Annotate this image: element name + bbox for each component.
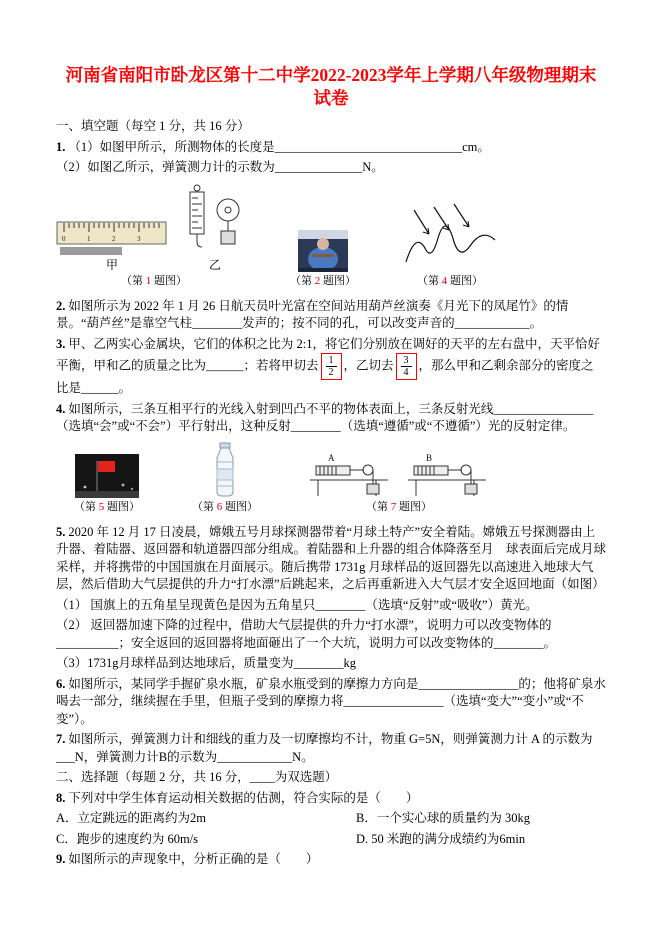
question-3-text-2: ，乙切去: [343, 358, 394, 373]
question-4: [56, 401, 606, 436]
question-8-option-a: A．立定跳远的距离约为2m: [56, 811, 207, 826]
question-9: [56, 851, 606, 869]
question-1-line-2: [56, 159, 606, 177]
figure-6-number: 6: [216, 500, 223, 513]
question-8-options-row-2: [56, 831, 606, 849]
ruler-illustration: [56, 221, 168, 257]
ruler-tick-0: 0: [62, 234, 66, 243]
bottle-figure: [192, 442, 258, 514]
spring-scale-illustration: [178, 183, 252, 257]
question-8-options-row-1: [56, 810, 606, 828]
question-2-number: 2.: [56, 298, 66, 313]
question-3-text-1: 甲、乙两实心金属块，它们的体积之比为 2:1，将它们分别放在调好的天平的左右盘中，天平恰好平衡，甲和乙的质量之比为______；若将甲切去: [56, 336, 600, 373]
question-7-number: 7.: [56, 732, 66, 747]
figure-7-number: 7: [390, 500, 397, 513]
ruler-tick-1: 1: [87, 234, 91, 243]
ruler-tick-3: 3: [137, 234, 141, 243]
figure-5-label: （第 5 题图）: [74, 500, 140, 513]
figure-1-label: （第 1 题图）: [121, 274, 187, 287]
question-1-text-2: （2）如图乙所示，弹簧测力计的示数为______________N。: [56, 160, 384, 175]
question-8-option-d: D. 50 米跑的满分成绩约为6min: [356, 831, 526, 846]
question-5-sub-2: （2） 返回器加速下降的过程中，借助大气层提供的升力“打水漂”，说明力可以改变物体的__________；安全返回的返回器将地面砸出了一个大坑，说明力可以改变物体的________。: [56, 618, 557, 650]
spring-scale-pulley-illustration: [306, 444, 492, 498]
question-8-number: 8.: [56, 790, 66, 805]
spring-scale-pulley-figure: [306, 444, 492, 514]
question-7: [56, 731, 606, 766]
figure-1-number: 1: [145, 274, 152, 287]
question-6-number: 6.: [56, 676, 66, 691]
question-9-number: 9.: [56, 852, 66, 867]
question-2: [56, 298, 606, 333]
figure-2-number: 2: [314, 274, 321, 287]
scale-b-letter: B: [426, 452, 433, 463]
figure-2-label: （第 2 题图）: [290, 274, 356, 287]
scale-a-letter: A: [328, 452, 335, 463]
question-4-text: 如图所示，三条互相平行的光线入射到凹凸不平的物体表面上，三条反射光线________________（选填“会”或“不会”）平行射出，这种反射________（选填“遵循”或“不遵循”）光的反射定律。: [56, 401, 594, 434]
question-8-option-b: B．一个实心球的质量约为 30kg: [356, 811, 530, 826]
figure-6-label: （第 6 题图）: [192, 500, 258, 513]
fraction-one-half: $\frac{1}{2}$: [321, 353, 342, 380]
page-title: [56, 64, 606, 110]
astronaut-photo-figure: [290, 230, 356, 288]
spring-scale-figure: [178, 183, 252, 272]
question-8-option-c: C．跑步的速度约为 60m/s: [56, 831, 199, 846]
fraction-three-quarters: $\frac{3}{4}$: [396, 353, 417, 380]
figure-1-group: [56, 183, 252, 288]
question-1-text-1: （1）如图甲所示，所测物体的长度是______________________________cm。: [68, 139, 490, 154]
question-3-number: 3.: [56, 336, 66, 351]
astronaut-photo: [298, 230, 348, 272]
figure-7-label: （第 7 题图）: [366, 500, 432, 513]
flag-photo: [75, 454, 139, 498]
question-8: [56, 790, 606, 808]
question-5-sub-1: （1） 国旗上的五角星呈现黄色是因为五角星只________（选填“反射”或“吸收”）黄光。: [56, 597, 538, 612]
question-8-text: 下列对中学生体育运动相关数据的估测，符合实际的是（ ）: [68, 790, 419, 805]
question-6-text: 如图所示，某同学手握矿泉水瓶，矿泉水瓶受到的摩擦力方向是________________的；他将矿泉水喝去一部分，继续握在手里，但瓶子受到的摩擦力将________________（选填“变大”“变小”或“不变”）。: [56, 676, 606, 726]
question-3: [56, 336, 606, 398]
page-title-line1: 河南省南阳市卧龙区第十二中学2022-2023学年上学期八年级物理期末: [65, 65, 597, 85]
flag-photo-figure: [74, 454, 140, 514]
question-6: [56, 676, 606, 729]
question-2-text: 如图所示为 2022 年 1 月 26 日航天员叶光富在空间站用葫芦丝演奏《月光下的凤尾竹》的情景。“葫芦丝”是靠空气柱________发声的；按不同的孔，可以改变声音的____________。: [56, 298, 569, 331]
ruler-tick-2: 2: [112, 234, 116, 243]
uneven-surface-illustration: [402, 202, 498, 272]
question-3-text-3: ，那么甲和乙剩余部分的密度之比是______。: [56, 358, 594, 396]
ruler-figure: [56, 221, 168, 272]
figure-yi-caption: 乙: [208, 257, 221, 272]
section1-heading: 一、填空题（每空 1 分，共 16 分）: [56, 119, 250, 134]
figure-4-label: （第 4 题图）: [417, 274, 483, 287]
question-4-number: 4.: [56, 401, 66, 416]
figures-row-1: [56, 183, 606, 288]
bottle-illustration: [206, 442, 244, 498]
uneven-surface-figure: [402, 202, 498, 288]
figure-5-number: 5: [98, 500, 105, 513]
question-1-number: 1.: [56, 139, 66, 154]
question-5-intro: [56, 524, 606, 594]
section2-heading: 二、选择题（每题 2 分，共 16 分，____为双选题）: [56, 770, 338, 785]
question-1-line-1: [56, 139, 606, 157]
page-title-line2: 试卷: [313, 88, 349, 109]
question-9-text: 如图所示的声现象中，分析正确的是（ ）: [68, 852, 319, 867]
question-5-intro-text: 2020 年 12 月 17 日凌晨，嫦娥五号月球探测器带着“月球土特产”安全着陆。嫦娥五号探测器由上升器、着陆器、返回器和轨道器四部分组成。着陆器和上升器的组合体降落至月 球表面后完成月球采样，并将携带的中国国旗在月面展示。随后携带 1731g 月球样品的返回器先以高速进入地球大气层，然后借助大气层提供的升力“打水漂”后跳起来，之后再重新进入大气层才安全返回地面（如图）: [56, 524, 607, 592]
question-7-text: 如图所示，弹簧测力计和细线的重力及一切摩擦均不计，物重 G=5N，则弹簧测力计 A 的示数为___N，弹簧测力计B的示数为____________N。: [56, 732, 593, 764]
question-5-sub-3: （3）1731g月球样品到达地球后，质量变为________kg: [56, 656, 357, 671]
figures-row-2: [74, 442, 606, 514]
question-5-number: 5.: [56, 524, 66, 539]
figure-4-number: 4: [441, 274, 448, 287]
figure-jia-caption: 甲: [105, 257, 118, 272]
